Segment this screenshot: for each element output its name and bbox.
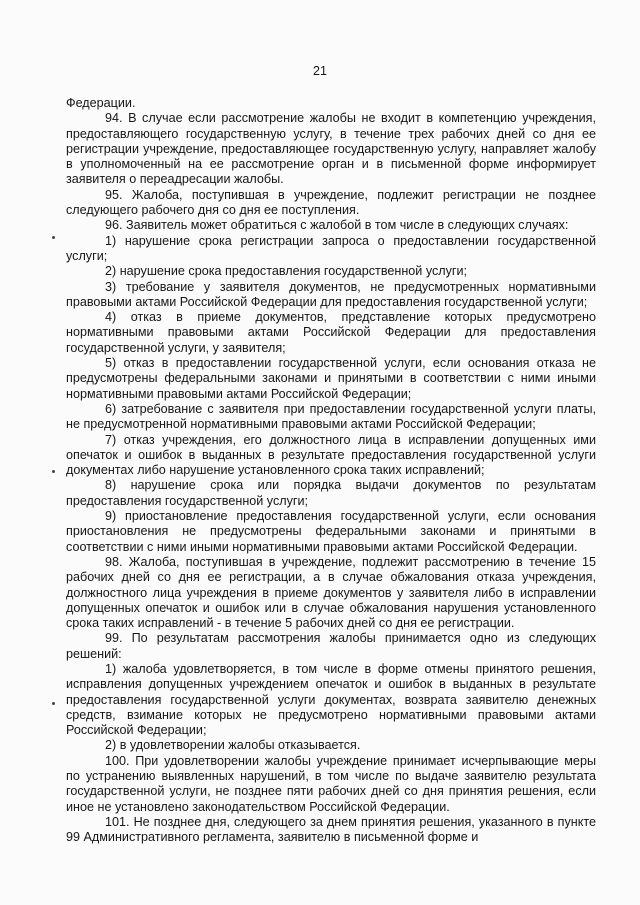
paragraph: 2) нарушение срока предоставления государственной услуги;	[105, 264, 468, 279]
document-body	[66, 96, 596, 846]
paragraph: 2) в удовлетворении жалобы отказывается.	[105, 738, 361, 753]
paragraph: 9) приостановление предоставления государственной услуги, если основания приостановления не предусмотрены федеральными законами и принятыми в соответствии с ними иными нормативными правовыми актами Российской Федерации.	[66, 509, 596, 554]
paragraph: 96. Заявитель может обратиться с жалобой в том числе в следующих случаях:	[105, 218, 569, 233]
scan-mark	[52, 702, 55, 705]
paragraph: 100. При удовлетворении жалобы учреждение принимает исчерпывающие меры по устранению выявленных нарушений, в том числе по выдаче заявителю результата государственной услуги, не позднее пяти рабочих дней со дня принятия решения, если иное не установлено законодательством Российской Федерации.	[66, 753, 596, 814]
page-number: 21	[313, 64, 327, 78]
paragraph: 98. Жалоба, поступившая в учреждение, подлежит рассмотрению в течение 15 рабочих дней со дня ее регистрации, а в случае обжалования отказа учреждения, должностного лица учреждения в приеме документов у заявителя либо в исправлении допущенных опечаток и ошибок или в случае обжалования нарушения установленного срока таких исправлений - в течение 5 рабочих дней со дня ее регистрации.	[66, 554, 596, 631]
paragraph: 5) отказ в предоставлении государственной услуги, если основания отказа не предусмотрены федеральными законами и принятыми в соответствии с ними иными нормативными правовыми актами Российской Федерации;	[66, 356, 596, 401]
paragraph: 1) нарушение срока регистрации запроса о предоставлении государственной услуги;	[66, 233, 596, 263]
scan-mark	[52, 236, 55, 239]
paragraph: 95. Жалоба, поступившая в учреждение, подлежит регистрации не позднее следующего рабочего дня со дня ее поступления.	[66, 187, 596, 218]
paragraph: 4) отказ в приеме документов, представление которых предусмотрено нормативными правовыми актами Российской Федерации для предоставления государственной услуги, у заявителя;	[66, 310, 596, 355]
paragraph: 8) нарушение срока или порядка выдачи документов по результатам предоставления государственной услуги;	[66, 478, 596, 508]
paragraph: 94. В случае если рассмотрение жалобы не входит в компетенцию учреждения, предоставляющего государственную услугу, в течение трех рабочих дней со дня ее регистрации учреждение, предоставляющее государственную услугу, направляет жалобу в уполномоченный на ее рассмотрение орган и в письменной форме информирует заявителя о переадресации жалобы.	[66, 111, 596, 187]
paragraph: 6) затребование с заявителя при предоставлении государственной услуги платы, не предусмотренной нормативными правовыми актами Российской Федерации;	[66, 401, 596, 432]
paragraph: 1) жалоба удовлетворяется, в том числе в форме отмены принятого решения, исправления допущенных учреждением опечаток и ошибок в выданных в результате предоставления государственной услуги документах, возврата заявителю денежных средств, взимание которых не предусмотрено нормативными правовыми актами Российской Федерации;	[66, 661, 596, 738]
scan-mark	[52, 470, 55, 473]
paragraph: 99. По результатам рассмотрения жалобы принимается одно из следующих решений:	[66, 631, 596, 661]
paragraph: 7) отказ учреждения, его должностного лица в исправлении допущенных ими опечаток и ошибок в выданных в результате предоставления государственной услуги документах либо нарушение установленного срока таких исправлений;	[66, 432, 596, 478]
paragraph: 101. Не позднее дня, следующего за днем принятия решения, указанного в пункте 99 Административного регламента, заявителю в письменной форме и	[66, 814, 596, 845]
paragraph: 3) требование у заявителя документов, не предусмотренных нормативными правовыми актами Российской Федерации для предоставления государственной услуги;	[66, 279, 596, 309]
paragraph: Федерации.	[66, 96, 136, 110]
